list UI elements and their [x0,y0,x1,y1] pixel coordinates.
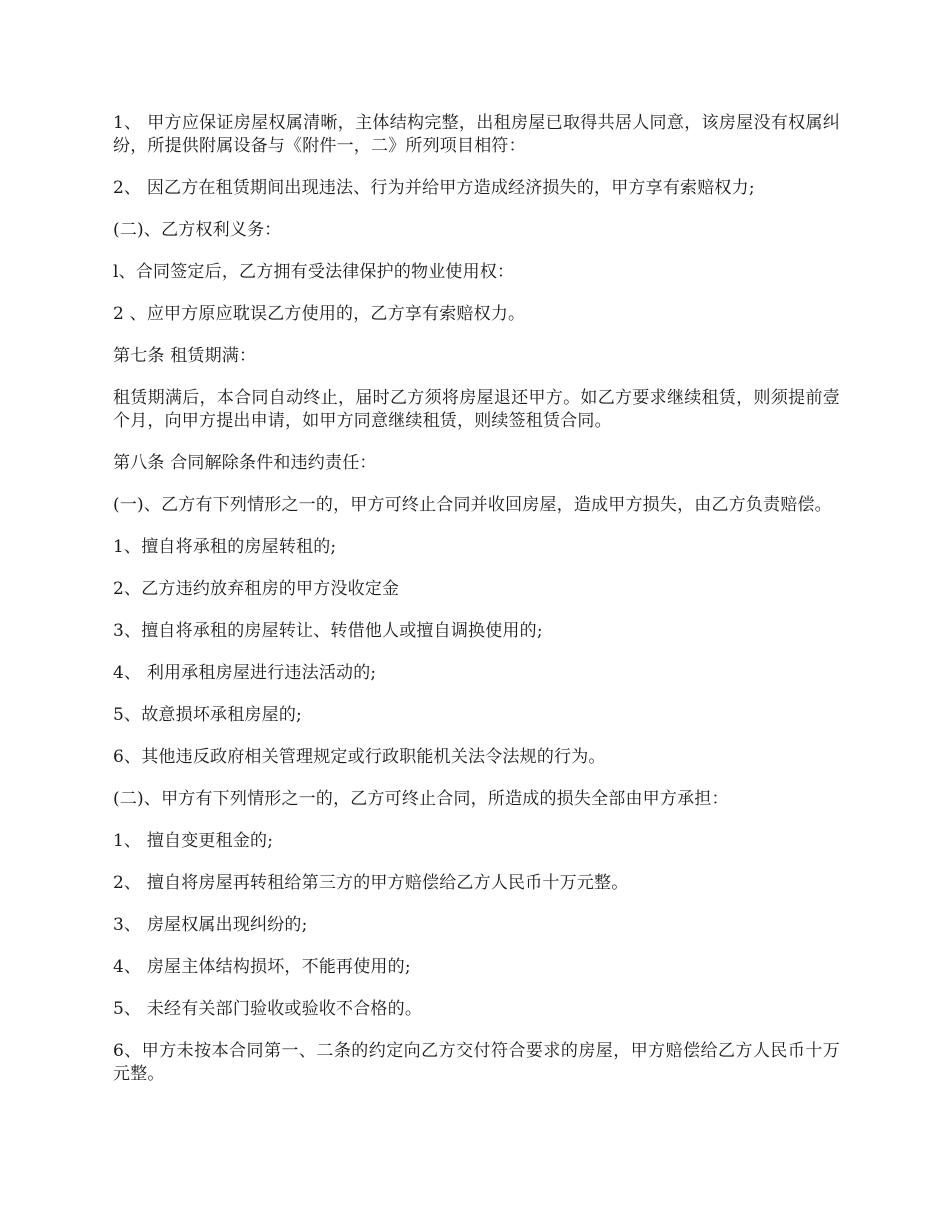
section-heading-lessor-breach: (二)、甲方有下列情形之一的，乙方可终止合同，所造成的损失全部由甲方承担： [113,789,729,809]
list-item-lessor-breach-1: 1、 擅自变更租金的; [113,831,274,851]
list-item-lessee-breach-1: 1、擅自将承租的房屋转租的; [113,537,337,557]
list-item-lessee-breach-3: 3、擅自将承租的房屋转让、转借他人或擅自调换使用的; [113,621,543,641]
section-heading-lessee-rights: (二)、乙方权利义务： [113,220,282,240]
list-item-lessee-breach-5: 5、故意损坏承租房屋的; [113,705,302,725]
paragraph-lessee-violation-claim: 2、 因乙方在租赁期间出现违法、行为并给甲方造成经济损失的，甲方享有索赔权力; [113,178,755,198]
paragraph-lessee-use-right: l、合同签定后，乙方拥有受法律保护的物业使用权： [113,262,515,282]
list-item-lessor-breach-2: 2、 擅自将房屋再转租给第三方的甲方赔偿给乙方人民币十万元整。 [113,873,629,893]
list-item-lessee-breach-4: 4、 利用承租房屋进行违法活动的; [113,663,377,683]
paragraph-lessee-claim-right: 2 、应甲方原应耽误乙方使用的，乙方享有索赔权力。 [113,304,526,324]
section-heading-lessee-breach: (一)、乙方有下列情形之一的，甲方可终止合同并收回房屋，造成甲方损失，由乙方负责赔偿。 [113,495,832,515]
list-item-lessee-breach-6: 6、其他违反政府相关管理规定或行政职能机关法令法规的行为。 [113,747,606,767]
article-heading-8: 第八条 合同解除条件和违约责任： [113,453,377,473]
list-item-lessor-breach-4: 4、 房屋主体结构损坏，不能再使用的; [113,957,411,977]
list-item-lessor-breach-3: 3、 房屋权属出现纠纷的; [113,915,308,935]
article-heading-7: 第七条 租赁期满： [113,346,257,366]
list-item-lessor-breach-6: 6、甲方未按本合同第一、二条的约定向乙方交付符合要求的房屋，甲方赔偿给乙方人民币十万元整。 [113,1041,840,1084]
paragraph-lessor-guarantee: 1、 甲方应保证房屋权属清晰，主体结构完整，出租房屋已取得共居人同意，该房屋没有权属纠纷，所提供附属设备与《附件一，二》所列项目相符： [113,113,840,156]
list-item-lessor-breach-5: 5、 未经有关部门验收或验收不合格的。 [113,999,423,1019]
paragraph-lease-expiry: 租赁期满后，本合同自动终止，届时乙方须将房屋退还甲方。如乙方要求继续租赁，则须提前壹个月，向甲方提出申请，如甲方同意继续租赁，则续签租赁合同。 [113,388,840,431]
list-item-lessee-breach-2: 2、乙方违约放弃租房的甲方没收定金 [113,579,400,599]
